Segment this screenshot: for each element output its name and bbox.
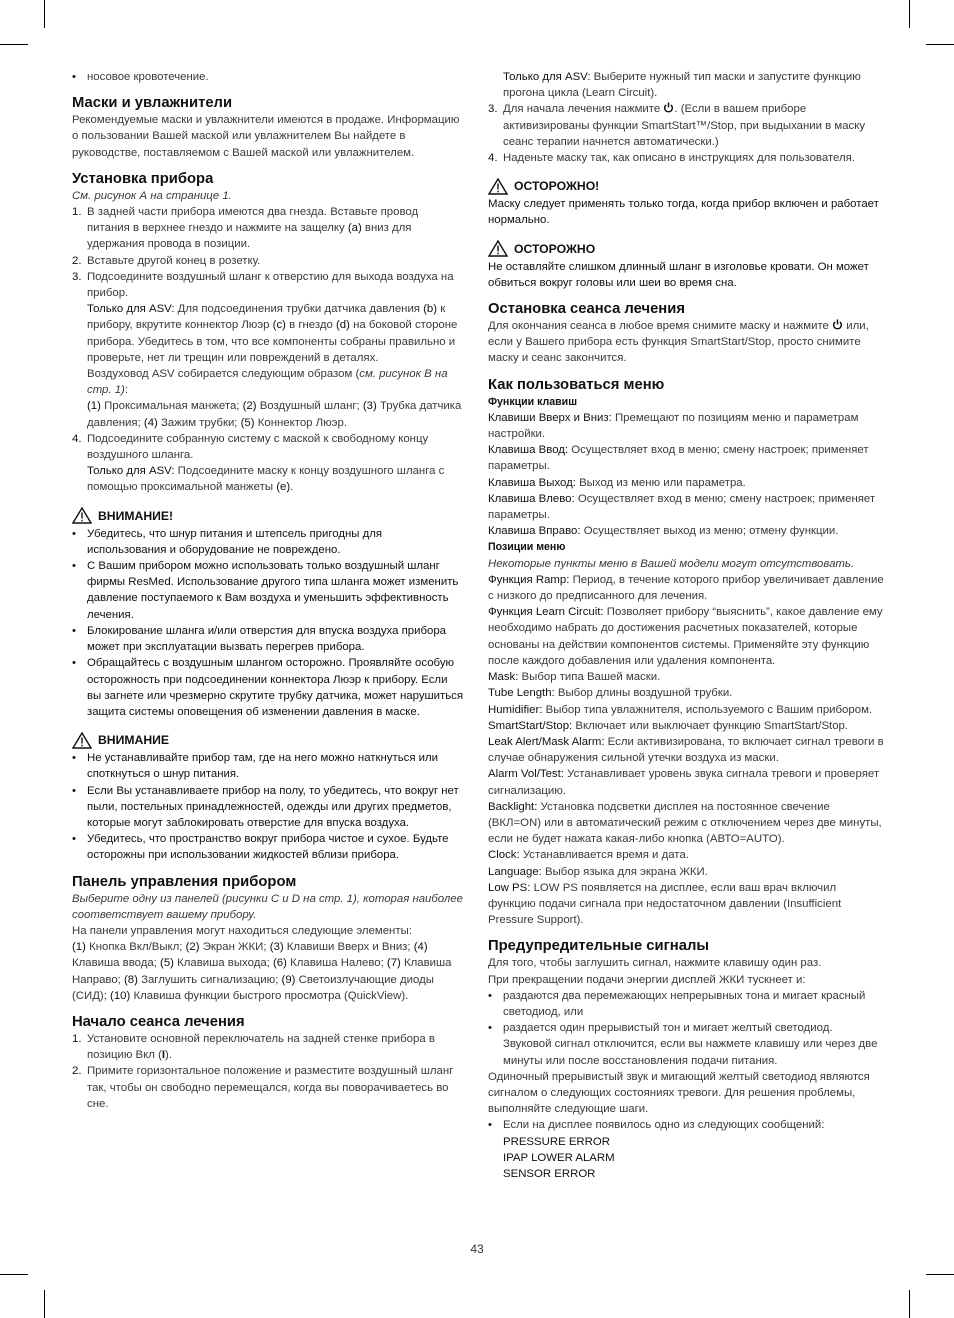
crop-mark bbox=[0, 44, 28, 45]
caution-heading: ОСТОРОЖНО bbox=[488, 239, 884, 259]
crop-mark bbox=[0, 1274, 28, 1275]
warning-item: • Убедитесь, что шнур питания и штепсель пригодны для использования и оборудование не повреждено. bbox=[72, 526, 464, 558]
key-function: Клавиши Вверх и Вниз: Премещают по позициям меню и параметрам настройки. bbox=[488, 411, 859, 441]
key-function: Клавиша Ввод: Осуществляет вход в меню; смену настроек; применяет параметры. bbox=[488, 444, 869, 473]
section-title-menu: Как пользоваться меню bbox=[488, 376, 665, 393]
list-item: • раздается один прерывистый тон и мигает желтый светодиод. Звуковой сигнал отключится, если вы нажмете клавишу или через две минуты или после восстановления подачи питания. bbox=[488, 1020, 884, 1069]
caution-heading: ОСТОРОЖНО! bbox=[488, 176, 884, 196]
warning-item: • Блокирование шланга и/или отверстия для впуска воздуха прибора может при эксплуатации вызвать перегрев прибора. bbox=[72, 623, 464, 655]
alarm-code: PRESSURE ERROR bbox=[503, 1135, 610, 1148]
menu-item: Функция Ramp: Период, в течение которого прибор увеличивает давление с низкого до предписанного для лечения. bbox=[488, 573, 884, 603]
warning-triangle-icon bbox=[488, 240, 508, 257]
alarm-code: IPAP LOWER ALARM bbox=[503, 1151, 615, 1164]
key-function: Клавиша Влево: Осуществляет вход в меню; смену настроек; применяет параметры. bbox=[488, 492, 876, 522]
warning-item: • Если Вы устанавливаете прибор на полу, то убедитесь, что вокруг нет пыли, постельных принадлежностей, одежды или других предметов, которые могут заблокировать отверстие для впуска воздуха. bbox=[72, 783, 464, 832]
menu-item: Tube Length: Выбор длины воздушной трубки. bbox=[488, 687, 733, 700]
crop-mark bbox=[909, 1290, 910, 1318]
warning-item: • Обращайтесь с воздушным шлангом осторожно. Проявляйте особую осторожность при подсоединении коннектора Люэр к прибору. Если вы загнете или чрезмерно скрутите трубку датчика, может нарушиться защита системы оповещения об изменении давления в маске. bbox=[72, 655, 464, 720]
warning-heading: ВНИМАНИЕ bbox=[72, 730, 464, 750]
section-title-panel: Панель управления прибором bbox=[72, 873, 297, 890]
crop-mark bbox=[44, 0, 45, 28]
right-column bbox=[488, 69, 884, 1182]
list-item: • раздаются два перемежающих непрерывных тона и мигает красный светодиод, или bbox=[488, 988, 884, 1020]
menu-item: Leak Alert/Mask Alarm: Если активизирована, то включает сигнал тревоги в случае обнаружения сильной утечки воздуха из маски. bbox=[488, 735, 884, 765]
menu-note: Некоторые пункты меню в Вашей модели могут отсутствовать. bbox=[488, 557, 855, 570]
menu-item: Low PS: LOW PS появляется на дисплее, если ваш врач включил функцию подачи сигнала при недостаточном давлении (Insufficient Pressure Support). bbox=[488, 881, 842, 927]
crop-mark bbox=[926, 44, 954, 45]
crop-mark bbox=[44, 1290, 45, 1318]
menu-item: Language: Выбор языка для экрана ЖКИ. bbox=[488, 865, 708, 878]
menu-item: Humidifier: Выбор типа увлажнителя, используемого с Вашим прибором. bbox=[488, 703, 873, 716]
menu-item: Функция Learn Circuit: Позволяет прибору “выяснить”, какое давление ему необходимо набрать до достижения расчетных показателей, которые основаны на действии компонентов системы. Применяйте эту функцию после каждого добавления или удаления компонента. bbox=[488, 606, 883, 667]
menu-item: Clock: Устанавливается время и дата. bbox=[488, 849, 689, 862]
figure-reference: Выберите одну из панелей (рисунки C и D на стр. 1), которая наиболее соответствует вашему прибору. bbox=[72, 892, 463, 921]
power-icon bbox=[832, 319, 843, 330]
alarms-text: При прекращении подачи энергии дисплей ЖКИ тускнеет и: bbox=[488, 973, 806, 986]
section-title-start: Начало сеанса лечения bbox=[72, 1013, 245, 1030]
menu-item: Backlight: Установка подсветки дисплея на постоянное свечение (ВКЛ=ON) или в автоматический режим с отключением через две минуты, если не будет нажата какая-либо кнопка (АВТО=AUTO). bbox=[488, 800, 882, 846]
menu-item: SmartStart/Stop: Включает или выключает функцию SmartStart/Stop. bbox=[488, 719, 849, 732]
menu-item: Mask: Выбор типа Вашей маски. bbox=[488, 671, 661, 684]
caution-text: Не оставляйте слишком длинный шланг в изголовье кровати. Он может обвиться вокруг головы или шеи во время сна. bbox=[488, 260, 869, 289]
caution-text: Маску следует применять только тогда, когда прибор включен и работает нормально. bbox=[488, 198, 879, 227]
masks-body: Рекомендуемые маски и увлажнители имеются в продаже. Информацию о пользовании Вашей маской или увлажнителем Вы найдете в руководстве, поставляемом с Вашей маской или увлажнителем. bbox=[72, 114, 460, 159]
crop-mark bbox=[909, 0, 910, 28]
list-item: • носовое кровотечение. bbox=[72, 69, 464, 85]
setup-step-4: 4. Подсоедините собранную систему с маской к свободному концу воздушного шланга. Только для ASV: Подсоедините маску к концу воздушного шланга с помощью проксимальной манжеты (e). bbox=[72, 432, 445, 494]
start-step-1: 1. Установите основной переключатель на задней стенке прибора в позицию Вкл (I). bbox=[72, 1032, 435, 1062]
section-title-alarms: Предупредительные сигналы bbox=[488, 938, 709, 955]
warning-triangle-icon bbox=[72, 732, 92, 749]
stop-text: Для окончания сеанса в любое время снимите маску и нажмите или, если у Вашего прибора есть функция SmartStart/Stop, просто снимите маску и сеанс закончится. bbox=[488, 320, 869, 365]
setup-step-2: 2. Вставьте другой конец в розетку. bbox=[72, 254, 261, 267]
alarms-text: Одиночный прерывистый звук и мигающий желтый светодиод являются сигналом о следующих состояниях тревоги. Для решения проблемы, выполняйте следующие шаги. bbox=[488, 1070, 870, 1116]
warning-heading: ВНИМАНИЕ! bbox=[72, 506, 464, 526]
section-title-stop: Остановка сеанса лечения bbox=[488, 301, 685, 318]
section-title-masks: Маски и увлажнители bbox=[72, 95, 233, 112]
start-step-3: 3. Для начала лечения нажмите . (Если в вашем приборе активизированы функции SmartStart™/Stop, при выдыхании в маску сеанс терапии начнется автоматически.) bbox=[488, 103, 866, 148]
list-item: • Если на дисплее появилось одно из следующих сообщений: PRESSURE ERROR IPAP LOWER ALARM SENSOR ERROR bbox=[488, 1117, 884, 1182]
page-number: 43 bbox=[470, 1242, 484, 1256]
subheading-keys: Функции клавиш bbox=[488, 395, 578, 408]
figure-reference: См. рисунок А на странице 1. bbox=[72, 189, 232, 202]
alarm-code: SENSOR ERROR bbox=[503, 1167, 596, 1180]
panel-elements: (1) Кнопка Вкл/Выкл; (2) Экран ЖКИ; (3) Клавиши Вверх и Вниз; (4) Клавиша ввода; (5) Клавиша выхода; (6) Клавиша Налево; (7) Клавиша Направо; (8) Заглушить сигнализацию; (9) Светоизлучающие диоды (СИД); (10) Клавиша функции быстрого просмотра (QuickView). bbox=[72, 941, 452, 1002]
left-column bbox=[72, 69, 464, 1112]
panel-intro: На панели управления могут находиться следующие элементы: bbox=[72, 924, 412, 937]
alarms-text: Для того, чтобы заглушить сигнал, нажмите клавишу один раз. bbox=[488, 957, 822, 970]
setup-step-1: 1. В задней части прибора имеются два гнезда. Вставьте провод питания в верхнее гнездо и нажмите на защелку (a) вниз для удержания провода в позиции. bbox=[72, 206, 419, 251]
asv-note: Только для ASV: Выберите нужный тип маски и запустите функцию прогона цикла (Learn Circuit). bbox=[503, 71, 861, 100]
subheading-positions: Позиции меню bbox=[488, 541, 566, 554]
key-function: Клавиша Выход: Выход из меню или параметра. bbox=[488, 476, 746, 489]
warning-item: • Не устанавливайте прибор там, где на него можно наткнуться или споткнуться о шнур питания. bbox=[72, 750, 464, 782]
setup-step-3: 3. Подсоедините воздушный шланг к отверстию для выхода воздуха на прибор. Только для ASV: Для подсоединения трубки датчика давления (b) к прибору, вкрутите коннектор Люэр (c) в гнездо (d) на боковой стороне прибора. Убедитесь в том, что все компоненты собраны правильно и проверьте, нет ли трещин или повреждений в деталях. Воздуховод ASV собирается следующим образом (см. рисунок B на стр. 1): (1) Проксимальная манжета; (2) Воздушный шланг; (3) Трубка датчика давления; (4) Зажим трубки; (5) Коннектор Люэр. bbox=[72, 270, 462, 429]
warning-item: • С Вашим прибором можно использовать только воздушный шланг фирмы ResMed. Использование другого типа шланга может изменить давление поступаемого к Вам воздуха и уменьшить эффективность лечения. bbox=[72, 558, 464, 623]
menu-item: Alarm Vol/Test: Устанавливает уровень звука сигнала тревоги и проверяет сигнализацию. bbox=[488, 768, 880, 797]
power-icon bbox=[663, 102, 674, 113]
warning-triangle-icon bbox=[72, 507, 92, 524]
warning-item: • Убедитесь, что пространство вокруг прибора чистое и сухое. Будьте осторожны при использовании жидкостей вблизи прибора. bbox=[72, 831, 464, 863]
start-step-2: 2. Примите горизонтальное положение и разместите воздушный шланг так, чтобы он свободно перемещался, когда вы поворачиваетесь во сне. bbox=[72, 1065, 454, 1110]
section-title-setup: Установка прибора bbox=[72, 170, 214, 187]
warning-triangle-icon bbox=[488, 178, 508, 195]
key-function: Клавиша Вправо: Осуществляет выход из меню; отмену функции. bbox=[488, 525, 839, 538]
start-step-4: 4. Наденьте маску так, как описано в инструкциях для пользователя. bbox=[488, 152, 855, 165]
crop-mark bbox=[926, 1274, 954, 1275]
